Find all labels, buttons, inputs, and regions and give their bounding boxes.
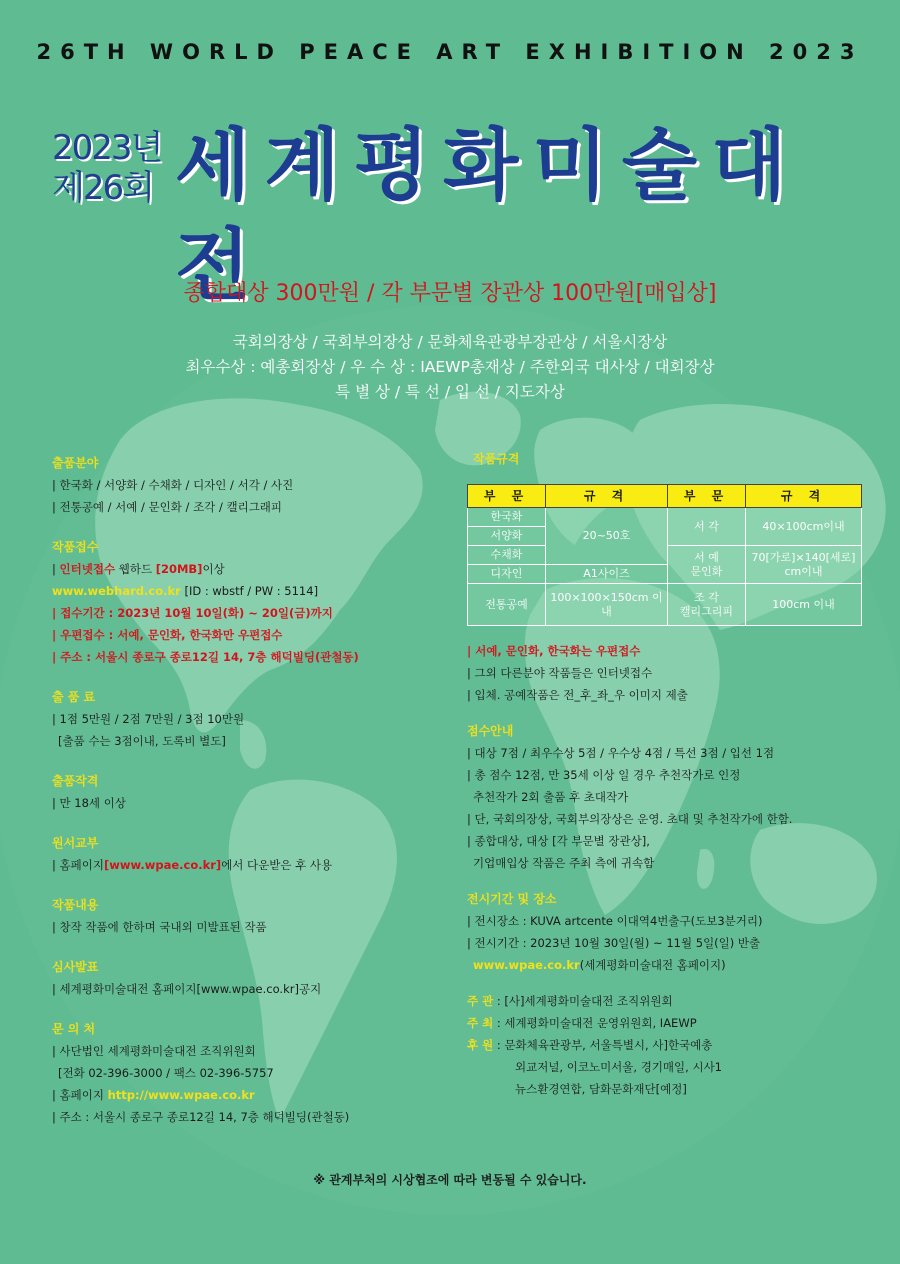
edition-label: 제26회 [52,168,153,208]
receipt-size: [20MB] [155,562,203,576]
form-link[interactable]: [www.wpae.co.kr] [103,858,222,872]
section-judge [52,956,452,1000]
points-line-2: | 총 점수 12점, 만 35세 이상 일 경우 추천작가로 인정 [467,768,741,782]
table-row [468,584,862,626]
section-title-spec: 작품규격 [473,452,520,466]
cell-design: 디자인 [468,565,546,584]
col-header-size-1: 규 격 [546,485,668,508]
exhibit-link-desc: (세계평화미술대전 홈페이지) [579,958,726,972]
receipt-internet: 인터넷접수 [59,562,116,576]
receipt-more: 이상 [202,562,225,576]
section-fee [52,686,452,752]
section-content [52,894,452,938]
awards-list [0,330,900,405]
points-line-4: | 단, 국회의장상, 국회부의장상은 운영. 초대 및 추천작가에 한함. [467,812,793,826]
section-title-content: 작품내용 [52,898,99,912]
organizer-label-host: 주 관 [467,994,494,1008]
contact-home-pre: | 홈페이지 [52,1088,108,1102]
points-line-1: | 대상 7점 / 최우수상 5점 / 우수상 4점 / 특선 3점 / 입선 1점 [467,746,775,760]
organizer-line-2 [467,1012,877,1034]
section-title-eligibility: 출품작격 [52,774,99,788]
section-exhibition [467,888,877,976]
prize-main: 종합대상 300만원 / 각 부문별 장관상 100만원 [183,281,636,306]
cell-korean: 한국화 [468,508,546,527]
section-contact [52,1018,452,1128]
judge-line: | 세계평화미술대전 홈페이지[www.wpae.co.kr]공지 [52,982,322,996]
organizer-host: : [사]세계평화미술대전 조직위원회 [496,994,673,1008]
receipt-line-2 [52,580,452,602]
form-post: 에서 다운받은 후 사용 [221,858,333,872]
exhibit-line-2: | 전시기간 : 2023년 10월 30일(월) ~ 11월 5일(일) 반출 [467,936,761,950]
cell-size-paint: 20~50호 [546,508,668,565]
col-header-category-1: 부 문 [468,485,546,508]
organizer-label-support: 후 원 [467,1038,494,1052]
points-line-5: | 종합대상, 대상 [각 부문별 장관상], [467,834,650,848]
organizer-line-5: 뉴스환경연합, 담화문화재단[예정] [515,1082,687,1096]
section-organizers [467,990,877,1100]
contact-line-3 [52,1084,452,1106]
awards-line-3: 특 별 상 / 특 선 / 입 선 / 지도자상 [335,383,565,401]
organizer-label-sponsor: 주 최 [467,1016,494,1030]
contact-line-1: | 사단법인 세계평화미술대전 조직위원회 [52,1044,256,1058]
cell-water: 수채화 [468,546,546,565]
left-column [52,452,452,1146]
receipt-line-1: | 인터넷접수 웹하드 [20MB]이상 [52,562,225,576]
col-header-category-2: 부 문 [668,485,746,508]
section-field [52,452,452,518]
receipt-post: | 우편접수 : 서예, 문인화, 한국화만 우편접수 [52,628,283,642]
section-title-judge: 심사발표 [52,960,99,974]
main-title: 세계평화미술대전 [175,121,801,311]
cell-size-sculpt: 100cm 이내 [746,584,862,626]
section-eligibility [52,770,452,814]
cell-craft: 전통공예 [468,584,546,626]
eligibility-line: | 만 18세 이상 [52,796,126,810]
cell-size-design: A1사이즈 [546,565,668,584]
fee-line-1: | 1점 5만원 / 2점 7만원 / 3점 10만원 [52,712,245,726]
cell-size-call: 70[가로]×140[세로] cm이내 [746,546,862,584]
homepage-link[interactable]: http://www.wpae.co.kr [107,1088,255,1102]
form-pre: | 홈페이지 [52,858,104,872]
section-receipt [52,536,452,668]
section-title-form: 원서교부 [52,836,99,850]
section-title-fee: 출 품 료 [52,690,96,704]
cell-size-craft: 100×100×150cm 이내 [546,584,668,626]
cell-western: 서양화 [468,527,546,546]
prize-suffix: [매입상] [635,281,717,306]
organizer-line-3 [467,1034,877,1056]
cell-calli-art-label: 캘리그리피 [679,604,734,618]
field-line-1: | 한국화 / 서양화 / 수채화 / 디자인 / 서각 / 사진 [52,478,294,492]
awards-line-2: 최우수상 : 예총회장상 / 우 수 상 : IAEWP총재상 / 주한외국 대사상 / 대회장상 [185,358,715,376]
cell-literati-label: 문인화 [690,564,723,578]
cell-sculpture-label: 조 각 [694,590,719,604]
organizer-support: : 문화체육관광부, 서울특별시, 사]한국예총 [496,1038,713,1052]
section-form [52,832,452,876]
contact-line-4: | 주소 : 서울시 종로구 종로12길 14, 7층 해덕빌딩(관철동) [52,1110,350,1124]
section-title-field: 출품분야 [52,456,99,470]
fee-line-2: [출품 수는 3점이내, 도록비 별도] [58,734,226,748]
exhibit-link[interactable]: www.wpae.co.kr [473,958,580,972]
organizer-sponsor: : 세계평화미술대전 운영위원회, IAEWP [496,1016,697,1030]
exhibit-line-3 [467,954,877,976]
section-title-receipt: 작품접수 [52,540,99,554]
cell-calligraphy [668,546,746,584]
english-title: 26TH WORLD PEACE ART EXHIBITION 2023 [36,40,864,64]
spec-table [467,484,862,626]
receipt-webhard: 웹하드 [115,562,156,576]
section-points [467,720,877,874]
receipt-period: | 접수기간 : 2023년 10월 10일(화) ~ 20일(금)까지 [52,606,333,620]
note-line-1: | 서예, 문인화, 한국화는 우편접수 [467,644,641,658]
right-column [467,448,877,1100]
exhibit-line-1: | 전시장소 : KUVA artcente 이대역4번출구(도보3분거리) [467,914,763,928]
content-line: | 창작 작품에 한하며 국내외 미발표된 작품 [52,920,267,934]
section-title-exhibition: 전시기간 및 장소 [467,892,557,906]
form-line [52,854,452,876]
section-title-points: 점수안내 [467,724,514,738]
receipt-id: [ID : wbstf / PW : 5114] [180,584,319,598]
points-line-6: 기업매입상 작품은 주최 측에 귀속함 [473,856,655,870]
organizer-line-1 [467,990,877,1012]
cell-carving: 서 각 [668,508,746,546]
cell-sculpture [668,584,746,626]
edition-block [52,128,172,208]
footer-notice: ※ 관계부처의 시상협조에 따라 변동될 수 있습니다. [313,1173,587,1187]
table-row [468,508,862,527]
note-line-3: | 입체. 공예작품은 전_후_좌_우 이미지 제출 [467,688,688,702]
cell-size-carving: 40×100cm이내 [746,508,862,546]
prize-line [0,276,900,307]
year-label: 2023년 [52,128,162,168]
note-line-2: | 그외 다른분야 작품들은 인터넷접수 [467,666,653,680]
section-title-contact: 문 의 처 [52,1022,96,1036]
points-line-3: 추천작가 2회 출품 후 초대작가 [473,790,629,804]
cell-calligraphy-label: 서 예 [694,550,719,564]
awards-line-1: 국회의장상 / 국회부의장상 / 문화체육관광부장관상 / 서울시장상 [232,333,668,351]
webhard-link[interactable]: www.webhard.co.kr [52,584,181,598]
section-notes [467,640,877,706]
col-header-size-2: 규 격 [746,485,862,508]
field-line-2: | 전통공예 / 서예 / 문인화 / 조각 / 캘리그래피 [52,500,283,514]
contact-line-2: [전화 02-396-3000 / 팩스 02-396-5757 [58,1066,274,1080]
spec-table-header [468,485,862,508]
organizer-line-4: 외교저널, 이코노미서울, 경기매일, 시사1 [515,1060,722,1074]
receipt-address: | 주소 : 서울시 종로구 종로12길 14, 7층 해덕빌딩(관철동) [52,650,359,664]
